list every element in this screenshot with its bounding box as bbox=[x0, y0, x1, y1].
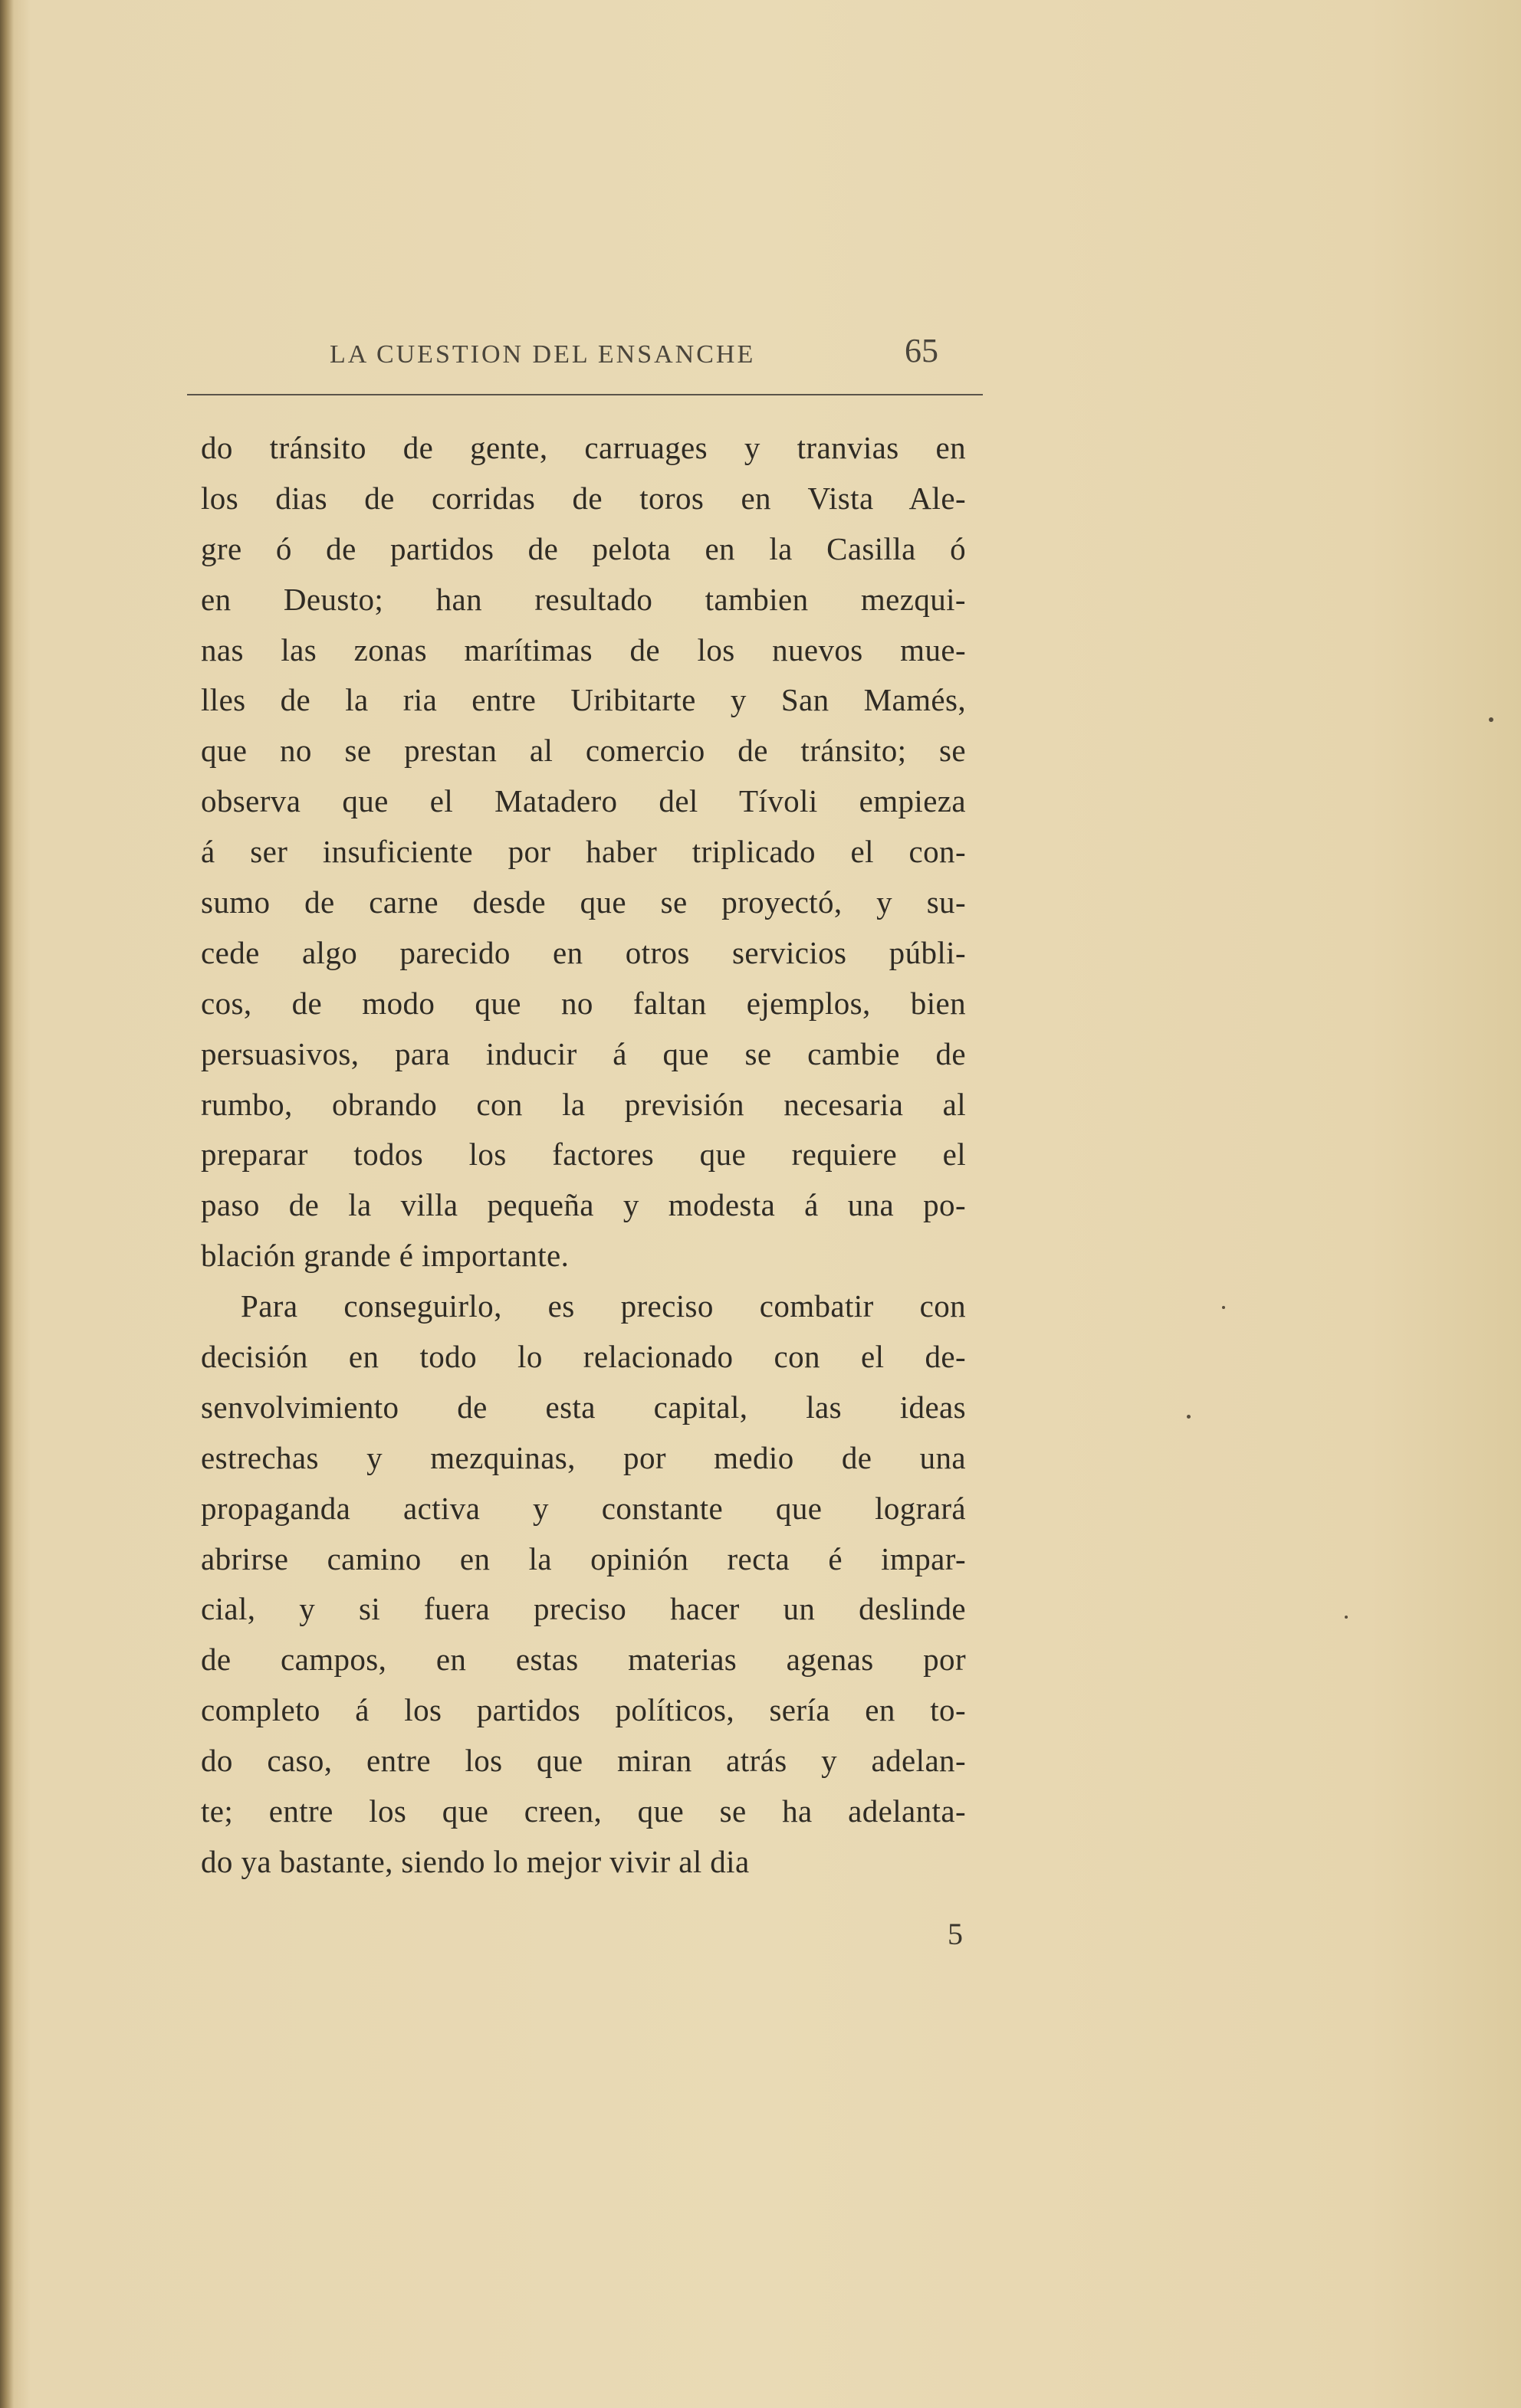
text-line: gre ó de partidos de pelota en la Casilla ó bbox=[201, 530, 966, 566]
text-line: te; entre los que creen, que se ha adelanta- bbox=[201, 1793, 966, 1829]
page-number: 65 bbox=[905, 332, 938, 369]
text-line: Para conseguirlo, es preciso combatir con bbox=[241, 1288, 966, 1324]
text-line: sumo de carne desde que se proyectó, y su- bbox=[201, 884, 966, 920]
text-line: senvolvimiento de esta capital, las ideas bbox=[201, 1389, 966, 1425]
text-line: á ser insuficiente por haber triplicado el con- bbox=[201, 834, 966, 870]
text-line: estrechas y mezquinas, por medio de una bbox=[201, 1439, 966, 1475]
text-line: cos, de modo que no faltan ejemplos, bien bbox=[201, 985, 966, 1021]
paper-speck bbox=[1187, 1415, 1191, 1419]
text-line: cial, y si fuera preciso hacer un deslinde bbox=[201, 1591, 966, 1627]
text-line: abrirse camino en la opinión recta é impar- bbox=[201, 1540, 966, 1576]
text-line: do tránsito de gente, carruages y tranvias en bbox=[201, 430, 966, 465]
text-line: en Deusto; han resultado tambien mezqui- bbox=[201, 581, 966, 617]
text-line: do caso, entre los que miran atrás y adelan- bbox=[201, 1743, 966, 1779]
paper-speck bbox=[1222, 1306, 1225, 1309]
header-rule bbox=[187, 394, 983, 395]
text-line: rumbo, obrando con la previsión necesaria al bbox=[201, 1086, 966, 1122]
running-title: LA CUESTION DEL ENSANCHE bbox=[330, 340, 756, 369]
body-text bbox=[201, 423, 966, 1888]
signature-mark: 5 bbox=[948, 1917, 963, 1951]
text-line: de campos, en estas materias agenas por bbox=[201, 1642, 966, 1678]
text-line: decisión en todo lo relacionado con el de- bbox=[201, 1339, 966, 1375]
text-line: que no se prestan al comercio de tránsito; se bbox=[201, 733, 966, 769]
text-line: los dias de corridas de toros en Vista Ale- bbox=[201, 480, 966, 516]
paper-speck bbox=[1489, 717, 1493, 722]
text-line: observa que el Matadero del Tívoli empieza bbox=[201, 783, 966, 819]
text-line: preparar todos los factores que requiere el bbox=[201, 1137, 966, 1173]
text-line: paso de la villa pequeña y modesta á una po- bbox=[201, 1187, 966, 1223]
text-line: persuasivos, para inducir á que se cambie de bbox=[201, 1035, 966, 1071]
text-line: do ya bastante, siendo lo mejor vivir al dia bbox=[201, 1843, 750, 1879]
paper-speck bbox=[1345, 1616, 1348, 1619]
text-line: lles de la ria entre Uribitarte y San Mamés, bbox=[201, 682, 966, 718]
text-line: nas las zonas marítimas de los nuevos mue- bbox=[201, 632, 966, 668]
text-line: completo á los partidos políticos, sería en to- bbox=[201, 1692, 966, 1728]
text-line: cede algo parecido en otros servicios públi- bbox=[201, 934, 966, 970]
text-line: propaganda activa y constante que logrará bbox=[201, 1490, 966, 1526]
text-line: blación grande é importante. bbox=[201, 1238, 570, 1274]
running-header bbox=[187, 331, 983, 377]
